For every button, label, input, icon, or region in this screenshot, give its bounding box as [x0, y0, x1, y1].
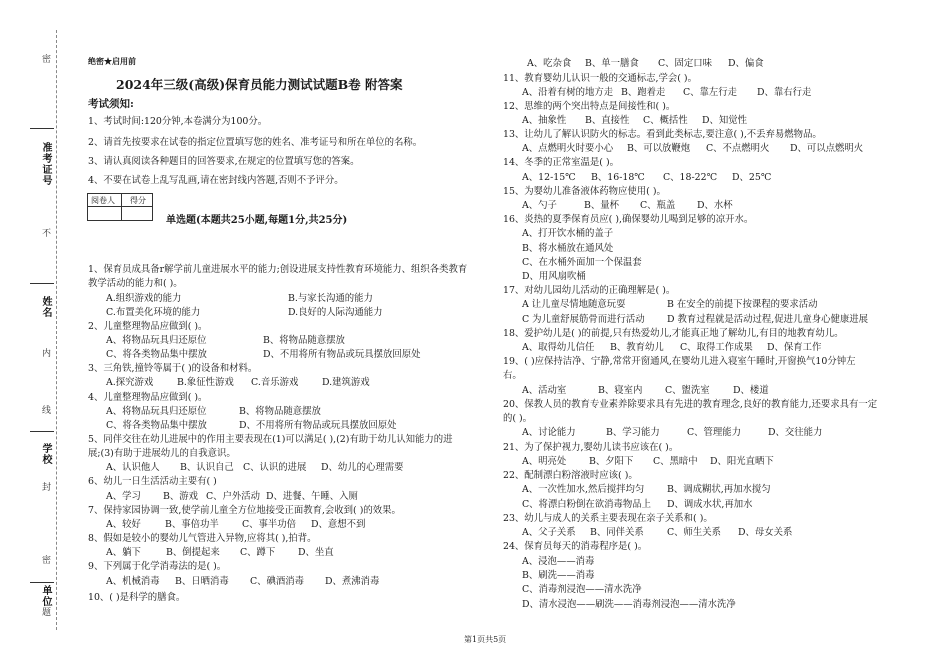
question-line: 23、幼儿与成人的关系主要表现在亲子关系和( )。 — [503, 513, 713, 524]
question-line: C、在水桶外面加一个保温套 — [522, 257, 642, 268]
seal-char: 密 — [40, 54, 50, 64]
unit-blank[interactable] — [30, 582, 54, 583]
question-line: D、调成水状,再加水 — [667, 499, 753, 510]
question-line: D、用风扇吹桶 — [522, 271, 586, 282]
score-label: 得分 — [130, 196, 146, 205]
page-title: 2024年三级(高级)保育员能力测试试题B卷 附答案 — [116, 77, 403, 92]
question-line: 的( )。 — [503, 413, 533, 424]
notice-item: 4、不要在试卷上乱写乱画,请在密封线内答题,否则不予评分。 — [88, 175, 344, 186]
question-line: A、抽象性 — [522, 115, 567, 126]
question-line: 5、同伴交往在幼儿进展中的作用主要表现在(1)可以满足( ),(2)有助于幼儿认知能力的进 — [88, 434, 453, 445]
question-line: D、阳光直晒下 — [710, 456, 774, 467]
question-line: B、倒提起来 — [166, 547, 220, 558]
question-line: B、将物品随意摆放 — [239, 406, 321, 417]
question-line: D、意想不到 — [311, 519, 366, 530]
question-line: C、蹲下 — [240, 547, 276, 558]
question-line: B、将物品随意摆放 — [263, 335, 345, 346]
question-line: C.布置美化环境的能力 — [106, 307, 201, 318]
question-line: 21、为了保护视力,婴幼儿读书应该在( )。 — [503, 442, 679, 453]
question-line: 教学活动的能力和( )。 — [88, 278, 183, 289]
notice-item: 2、请首先按要求在试卷的指定位置填写您的姓名、准考证号和所在单位的名称。 — [88, 137, 423, 148]
question-line: 右。 — [503, 370, 522, 381]
question-line: A、学习 — [106, 491, 141, 502]
question-line: D、靠右行走 — [757, 87, 812, 98]
question-line: B、将水桶放在通风处 — [522, 243, 614, 254]
question-line: D、水杯 — [697, 200, 733, 211]
question-line: B、认识自己 — [180, 462, 234, 473]
question-line: B、同伴关系 — [590, 527, 644, 538]
question-line: 15、为婴幼儿准备液体药物应使用( )。 — [503, 186, 666, 197]
question-line: A、打开饮水桶的盖子 — [522, 228, 614, 239]
question-line: C、碘酒消毒 — [250, 576, 305, 587]
school-label: 学校 — [40, 443, 51, 465]
question-line: D、保育工作 — [767, 342, 822, 353]
question-line: A、活动室 — [522, 385, 567, 396]
question-line: B、16-18℃ — [591, 172, 645, 183]
seal-line — [56, 30, 57, 630]
section-title: 单选题(本题共25小题,每题1分,共25分) — [166, 215, 348, 226]
question-line: A、沿着有树的地方走 — [522, 87, 614, 98]
question-line: B、游戏 — [163, 491, 199, 502]
question-line: 20、保教人员的教育专业素养除要求具有先进的教育理念,良好的教育能力,还要求具有一定 — [503, 399, 878, 410]
secret-mark: 绝密★启用前 — [88, 56, 136, 66]
question-line: A、躺下 — [106, 547, 141, 558]
question-line: B、直接性 — [585, 115, 630, 126]
question-line: 16、炎热的夏季保育员应( ),确保婴幼儿喝到足够的凉开水。 — [503, 214, 754, 225]
question-line: A、讨论能力 — [522, 427, 576, 438]
question-line: C、管理能力 — [687, 427, 742, 438]
question-line: 展;(3)有助于进展幼儿的自我意识。 — [88, 448, 236, 459]
question-line: 19、( )应保持洁净、宁静,常常开窗通风,在婴幼儿进入寝室午睡时,开窗换气10分钟左 — [503, 356, 856, 367]
question-line: B、调成糊状,再加水搅匀 — [667, 484, 771, 495]
question-line: B、事倍功半 — [165, 519, 219, 530]
question-line: D、坐直 — [298, 547, 334, 558]
question-line: D、知觉性 — [702, 115, 748, 126]
question-line: 3、三角铁,撞铃等属于( )的设备和材料。 — [88, 363, 258, 374]
question-line: D、楼道 — [733, 385, 769, 396]
question-line: C、不点燃明火 — [706, 143, 770, 154]
seal-char: 封 — [40, 482, 50, 492]
question-line: A.探究游戏 — [106, 377, 154, 388]
name-label: 姓名 — [40, 296, 51, 318]
question-line: A、机械消毒 — [106, 576, 160, 587]
seal-char: 密 — [40, 555, 50, 565]
question-line: B、日晒消毒 — [175, 576, 229, 587]
question-line: C、瓶盖 — [640, 200, 676, 211]
question-line: D、可以点燃明火 — [790, 143, 864, 154]
question-line: A.组织游戏的能力 — [106, 293, 182, 304]
question-line: A、将物品玩具归还原位 — [106, 335, 207, 346]
question-line: C、固定口味 — [658, 58, 713, 69]
question-line: C、将各类物品集中摆放 — [106, 420, 207, 431]
question-line: 11、教育婴幼儿认识一般的交通标志,学会( )。 — [503, 73, 697, 84]
question-line: D.良好的人际沟通能力 — [288, 307, 383, 318]
question-line: A、吃杂食 — [527, 58, 572, 69]
question-line: A、点燃明火时要小心 — [522, 143, 614, 154]
seal-char: 不 — [40, 228, 50, 238]
question-line: D、母女关系 — [738, 527, 793, 538]
question-line: A、明亮处 — [522, 456, 567, 467]
question-line: A、父子关系 — [522, 527, 576, 538]
question-line: 22、配制漂白粉溶液时应该( )。 — [503, 470, 638, 481]
question-line: 2、儿童整理物品应做到( )。 — [88, 321, 208, 332]
question-line: 24、保育员每天的消毒程序是( )。 — [503, 541, 648, 552]
question-line: C、消毒剂浸泡——清水洗净 — [522, 584, 642, 595]
question-line: 10、( )是科学的膳食。 — [88, 592, 186, 603]
exam-id-label: 准考证号 — [40, 142, 51, 186]
question-line: B、教育幼儿 — [610, 342, 664, 353]
question-line: 13、让幼儿了解认识防火的标志。看到此类标志,要注意( ),不丢弃易燃物品。 — [503, 129, 822, 140]
page-number: 第1页共5页 — [464, 635, 507, 644]
question-line: A、将物品玩具归还原位 — [106, 406, 207, 417]
question-line: C 为儿童舒展筋骨而进行活动 — [522, 314, 645, 325]
question-line: A、12-15℃ — [522, 172, 576, 183]
name-blank[interactable] — [30, 283, 54, 284]
question-line: B.象征性游戏 — [177, 377, 234, 388]
question-line: B、夕阳下 — [589, 456, 634, 467]
question-line: 18、爱护幼儿是( )的前提,只有热爱幼儿,才能真正地了解幼儿,有目的地教育幼儿。 — [503, 328, 844, 339]
question-line: 1、保育员成具备r解学前儿童进展水平的能力;创设进展支持性教育环境能力、组织各类教育 — [88, 264, 468, 275]
question-line: D 教育过程就是活动过程,促进儿童身心健康进展 — [667, 314, 868, 325]
question-line: C、黑暗中 — [653, 456, 698, 467]
question-line: D、进餐、午睡、入厕 — [266, 491, 358, 502]
seal-char: 题 — [40, 607, 50, 617]
reviewer-label: 阅卷人 — [91, 196, 115, 205]
question-line: 8、假如是较小的婴幼儿气管进入异物,应将其( ),拍背。 — [88, 533, 317, 544]
score-box — [87, 193, 153, 221]
question-line: B、跑着走 — [621, 87, 666, 98]
question-line: D、不用将所有物品或玩具摆放回原处 — [239, 420, 397, 431]
question-line: 9、下列属于化学消毒法的是( )。 — [88, 561, 227, 572]
notice-item: 1、考试时间:120分钟,本卷满分为100分。 — [88, 116, 268, 127]
question-line: C、18-22℃ — [663, 172, 718, 183]
question-line: B、量杯 — [584, 200, 620, 211]
question-line: C、户外活动 — [206, 491, 261, 502]
notice-heading: 考试须知: — [88, 98, 134, 110]
question-line: 14、冬季的正常室温是( )。 — [503, 157, 619, 168]
question-line: B、学习能力 — [606, 427, 660, 438]
unit-label: 单位 — [40, 585, 51, 607]
question-line: A、一次性加水,然后搅拌均匀 — [522, 484, 645, 495]
question-line: C、事半功倍 — [242, 519, 297, 530]
question-line: D、幼儿的心理需要 — [321, 462, 404, 473]
school-blank[interactable] — [30, 431, 54, 432]
question-line: C、盥洗室 — [665, 385, 710, 396]
question-line: A、认识他人 — [106, 462, 160, 473]
seal-char: 线 — [40, 405, 50, 415]
question-line: D、煮沸消毒 — [325, 576, 380, 587]
question-line: C、靠左行走 — [683, 87, 738, 98]
question-line: A、较好 — [106, 519, 141, 530]
question-line: 17、对幼儿园幼儿活动的正确理解是( )。 — [503, 285, 676, 296]
question-line: C、认识的进展 — [243, 462, 307, 473]
notice-item: 3、请认真阅读各种题目的回答要求,在规定的位置填写您的答案。 — [88, 156, 360, 167]
question-line: A、勺子 — [522, 200, 557, 211]
question-line: A 让儿童尽情地随意玩耍 — [522, 299, 626, 310]
question-line: B、寝室内 — [598, 385, 643, 396]
question-line: B、刷洗——消毒 — [522, 570, 595, 581]
question-line: D、偏食 — [728, 58, 764, 69]
question-line: 4、儿童整理物品应做到( )。 — [88, 392, 208, 403]
question-line: D、不用将所有物品或玩具摆放回原处 — [263, 349, 421, 360]
question-line: C、将漂白粉倒在欲消毒物品上 — [522, 499, 652, 510]
question-line: B、可以放鞭炮 — [627, 143, 691, 154]
question-line: D、交往能力 — [768, 427, 823, 438]
seal-char: 内 — [40, 348, 50, 358]
question-line: C、取得工作成果 — [680, 342, 753, 353]
question-line: D.建筑游戏 — [322, 377, 370, 388]
question-line: D、25℃ — [732, 172, 772, 183]
question-line: 12、思维的两个突出特点是间接性和( )。 — [503, 101, 676, 112]
question-line: B.与家长沟通的能力 — [288, 293, 373, 304]
question-line: C、概括性 — [643, 115, 688, 126]
question-line: A、取得幼儿信任 — [522, 342, 595, 353]
question-line: 7、保持家园协调一致,使学前儿童全方位地接受正面教育,会收到( )的效果。 — [88, 505, 401, 516]
question-line: A、浸泡——消毒 — [522, 556, 595, 567]
question-line: C.音乐游戏 — [251, 377, 299, 388]
question-line: 6、幼儿一日生活活动主要有( ) — [88, 476, 217, 487]
question-line: C、师生关系 — [667, 527, 722, 538]
question-line: D、清水浸泡——刷洗——消毒剂浸泡——清水洗净 — [522, 599, 736, 610]
question-line: B 在安全的前提下按课程的要求活动 — [667, 299, 818, 310]
question-line: B、单一膳食 — [585, 58, 639, 69]
question-line: C、将各类物品集中摆放 — [106, 349, 207, 360]
exam-id-blank[interactable] — [30, 128, 54, 129]
